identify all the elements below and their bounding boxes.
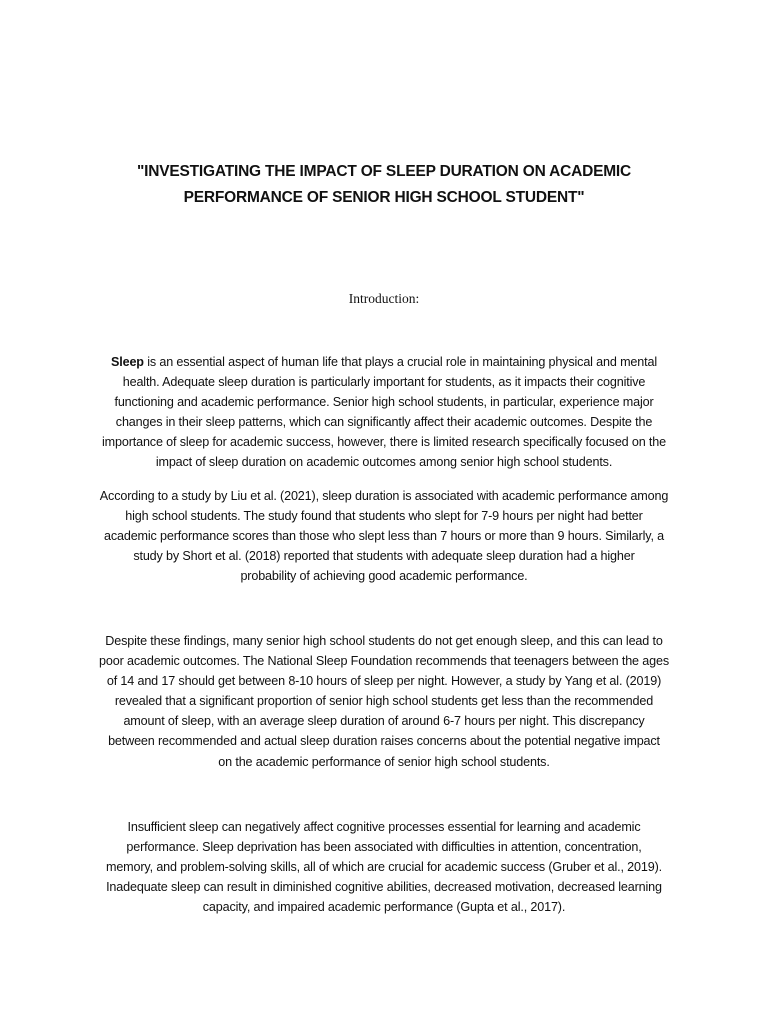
paragraph-line: revealed that a significant proportion of senior high school students get less than the recommended: [114, 694, 654, 709]
paragraph-line: Inadequate sleep can result in diminished cognitive abilities, decreased motivation, decreased learning: [106, 880, 662, 895]
bold-term-sleep: Sleep: [111, 355, 144, 369]
paragraph-line: academic performance scores than those who slept less than 7 hours or more than 9 hours. Similarly, a: [103, 529, 664, 544]
line-text: is an essential aspect of human life that plays a crucial role in maintaining physical and mental: [143, 355, 657, 369]
paragraph-line: of 14 and 17 should get between 8-10 hours of sleep per night. However, a study by Yang et al. (2019): [106, 674, 662, 689]
paragraph-line: study by Short et al. (2018) reported that students with adequate sleep duration had a higher: [133, 549, 635, 564]
paragraph-line: high school students. The study found that students who slept for 7-9 hours per night had better: [125, 509, 643, 524]
paragraph-line: probability of achieving good academic performance.: [240, 569, 528, 584]
paragraph-line: amount of sleep, with an average sleep duration of around 6-7 hours per night. This discrepancy: [123, 714, 645, 729]
paragraph-line: health. Adequate sleep duration is particularly important for students, as it impacts their cognitive: [122, 375, 646, 390]
paragraph-liu-study: [84, 486, 684, 586]
paragraph-line: importance of sleep for academic success, however, there is limited research specifically focused on the: [102, 435, 666, 450]
paragraph-line: According to a study by Liu et al. (2021), sleep duration is associated with academic performance among: [99, 489, 669, 503]
section-heading-introduction: Introduction:: [348, 291, 420, 306]
paragraph-line: impact of sleep duration on academic outcomes among senior high school students.: [155, 455, 613, 470]
paragraph-line: functioning and academic performance. Senior high school students, in particular, experience major: [114, 395, 654, 410]
paragraph-line: changes in their sleep patterns, which can significantly affect their academic outcomes. Despite the: [115, 415, 653, 430]
paragraph-line: poor academic outcomes. The National Sleep Foundation recommends that teenagers between the ages: [99, 654, 669, 669]
paragraph-line: memory, and problem-solving skills, all of which are crucial for academic success (Gruber et al., 2019).: [105, 860, 662, 875]
paragraph-line: between recommended and actual sleep duration raises concerns about the potential negative impact: [108, 734, 660, 749]
paragraph-line: performance. Sleep deprivation has been associated with difficulties in attention, concentration,: [126, 840, 642, 855]
paragraph-sleep-importance: [84, 352, 684, 473]
title-line: "INVESTIGATING THE IMPACT OF SLEEP DURATION ON ACADEMIC: [136, 163, 632, 180]
title-line: PERFORMANCE OF SENIOR HIGH SCHOOL STUDENT": [183, 189, 585, 206]
paragraph-line: [84, 352, 684, 372]
paragraph-insufficient-sleep-findings: [84, 631, 684, 772]
paragraph-line: Despite these findings, many senior high school students do not get enough sleep, and this can lead to: [105, 634, 663, 648]
paragraph-line: Insufficient sleep can negatively affect cognitive processes essential for learning and academic: [127, 820, 641, 834]
document-title: [84, 159, 684, 211]
paragraph-line: capacity, and impaired academic performance (Gupta et al., 2017).: [202, 900, 566, 915]
paragraph-line: on the academic performance of senior high school students.: [218, 754, 550, 769]
paragraph-cognitive-effects: [84, 817, 684, 917]
